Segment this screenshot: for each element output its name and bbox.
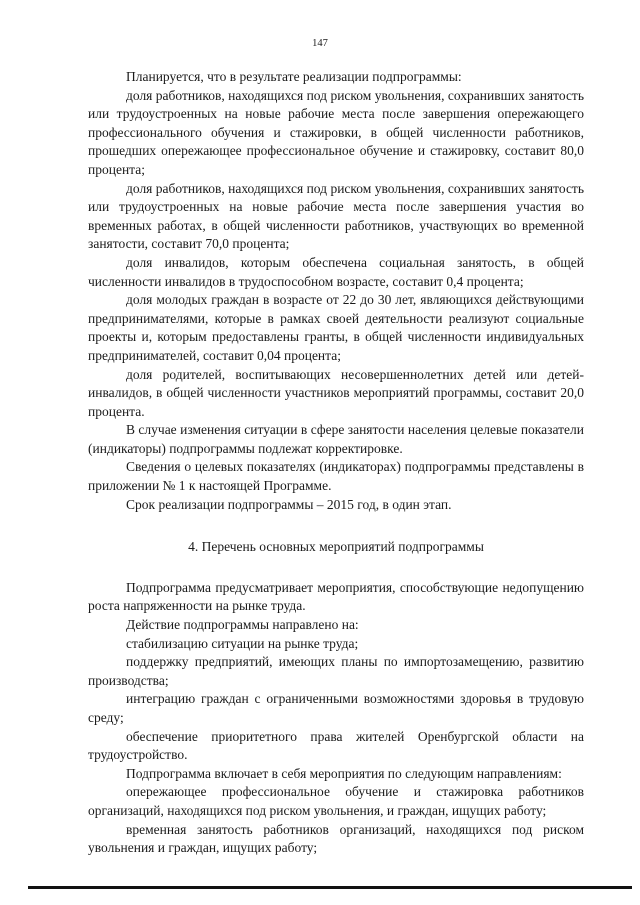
paragraph: Срок реализации подпрограммы – 2015 год, в один этап.: [126, 496, 452, 512]
paragraph: Действие подпрограммы направлено на:: [126, 617, 359, 633]
paragraph: Подпрограмма предусматривает мероприятия, способствующие недопущению роста напряженности на рынке труда.: [88, 579, 584, 614]
paragraph: доля родителей, воспитывающих несовершеннолетних детей или детей-инвалидов, в общей численности участников мероприятий программы, составит 20,0 процента.: [88, 366, 584, 419]
page-number: 147: [312, 38, 328, 49]
list-item: стабилизацию ситуации на рынке труда;: [126, 635, 359, 651]
list-item: интеграцию граждан с ограниченными возможностями здоровья в трудовую среду;: [88, 691, 584, 725]
paragraph: Планируется, что в результате реализации подпрограммы:: [126, 69, 462, 84]
paragraph: Сведения о целевых показателях (индикаторах) подпрограммы представлены в приложении № 1 к настоящей Программе.: [88, 459, 584, 494]
list-item: временная занятость работников организаций, находящихся под риском увольнения и граждан, ищущих работу;: [88, 821, 584, 856]
list-item: обеспечение приоритетного права жителей Оренбургской области на трудоустройство.: [88, 728, 584, 763]
document-body: [88, 68, 584, 858]
paragraph: доля работников, находящихся под риском увольнения, сохранивших занятость или трудоустроенных на новые рабочие места после завершения опережающего профессионального обучения и стажировки, в общей численности работников, прошедших опережающее профессиональное обучение и стажировку, составит 80,0 процента;: [88, 87, 584, 177]
list-item: поддержку предприятий, имеющих планы по импортозамещению, развитию производства;: [88, 654, 584, 688]
bottom-rule: [28, 886, 632, 889]
list-item: опережающее профессиональное обучение и стажировка работников организаций, находящихся под риском увольнения, и граждан, ищущих работу;: [88, 784, 584, 818]
section-heading: 4. Перечень основных мероприятий подпрограммы: [188, 539, 484, 555]
paragraph: доля работников, находящихся под риском увольнения, сохранивших занятость или трудоустроенных на новые рабочие места после завершения участия во временных работах, в общей численности работников, участвующих во временной занятости, составит 70,0 процента;: [88, 180, 584, 252]
paragraph: доля инвалидов, которым обеспечена социальная занятость, в общей численности инвалидов в трудоспособном возрасте, составит 0,4 процента;: [88, 254, 584, 289]
paragraph: доля молодых граждан в возрасте от 22 до 30 лет, являющихся действующими предпринимателями, которые в рамках своей деятельности реализуют социальные проекты и, которым предоставлены гранты, в общей численности индивидуальных предпринимателей, составит 0,04 процента;: [88, 292, 584, 363]
paragraph: В случае изменения ситуации в сфере занятости населения целевые показатели (индикаторы) подпрограммы подлежат корректировке.: [88, 422, 584, 456]
paragraph: Подпрограмма включает в себя мероприятия по следующим направлениям:: [126, 765, 562, 781]
